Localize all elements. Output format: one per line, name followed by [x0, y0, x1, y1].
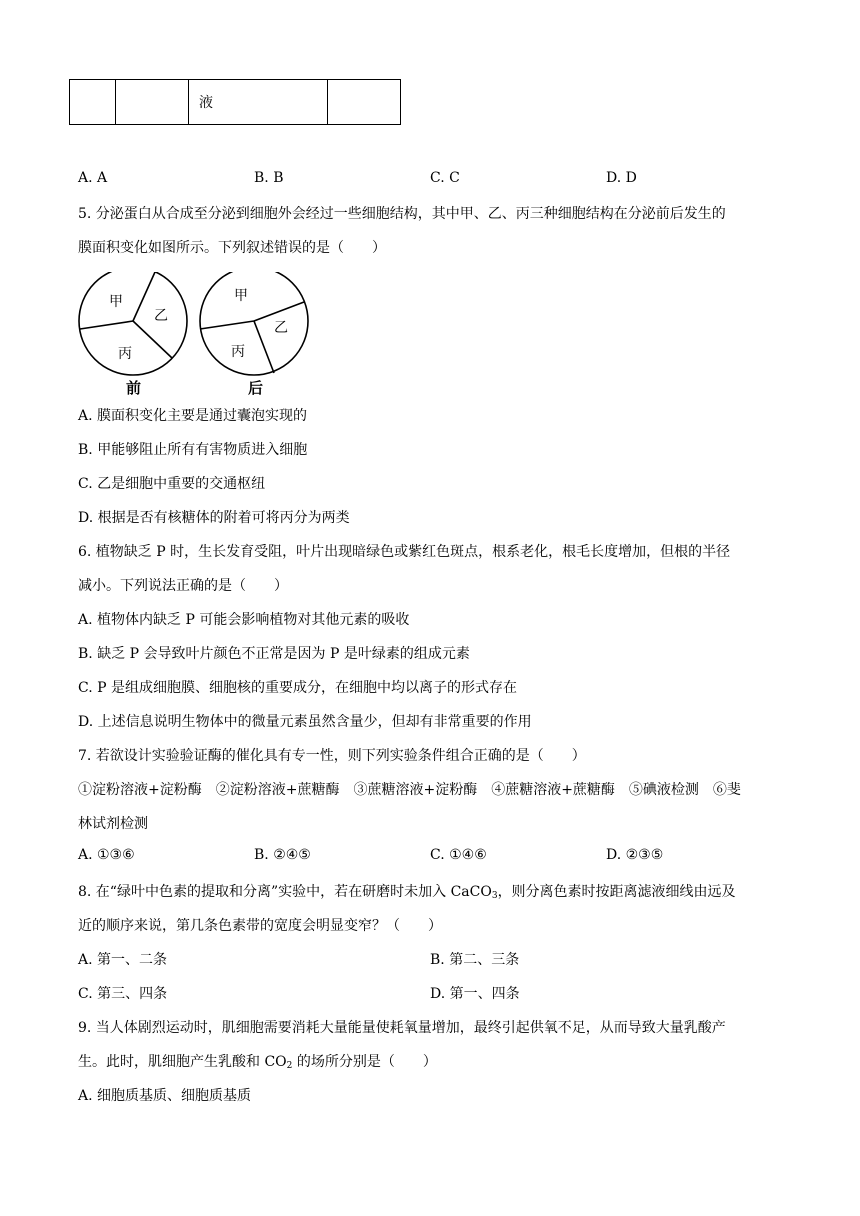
q5-option-a[interactable]: A. 膜面积变化主要是通过囊泡实现的: [78, 408, 308, 424]
q4-options: [78, 170, 778, 190]
q7-options: [78, 847, 778, 867]
q6-stem-line2: 减小。下列说法正确的是（ ）: [78, 578, 288, 594]
pie-before: [79, 272, 187, 397]
pie-after-label-bing: 丙: [231, 344, 245, 360]
q7-stem: 7. 若欲设计实验验证酶的催化具有专一性，则下列实验条件组合正确的是（ ）: [78, 748, 586, 764]
q6-stem-line1: 6. 植物缺乏 P 时，生长发育受阻，叶片出现暗绿色或紫红色斑点，根系老化，根毛长度增加，但根的半径: [78, 544, 731, 560]
option-a[interactable]: A. ①③⑥: [78, 847, 135, 863]
answer-table-fragment: [69, 79, 401, 125]
q7-conditions-line1: ①淀粉溶液+淀粉酶 ②淀粉溶液+蔗糖酶 ③蔗糖溶液+淀粉酶 ④蔗糖溶液+蔗糖酶 ⑤碘液检测 ⑥斐: [78, 782, 741, 798]
q9-option-a[interactable]: A. 细胞质基质、细胞质基质: [78, 1088, 252, 1104]
option-b[interactable]: B. ②④⑤: [254, 847, 311, 863]
pie-before-label-jia: 甲: [109, 294, 123, 310]
q9-stem-line2: [78, 1051, 437, 1071]
option-b[interactable]: B. B: [254, 170, 284, 186]
q9-stem-subscript: 2: [286, 1061, 293, 1071]
option-a[interactable]: A. 第一、二条: [78, 952, 168, 968]
pie-after-caption: 后: [248, 379, 264, 397]
table-cell: [70, 80, 116, 125]
q8-stem-text-a: 8. 在“绿叶中色素的提取和分离”实验中，若在研磨时未加入 CaCO: [78, 884, 492, 900]
pie-before-label-bing: 丙: [118, 346, 132, 362]
q8-options-row2: [78, 983, 778, 1003]
q5-option-c[interactable]: C. 乙是细胞中重要的交通枢纽: [78, 476, 266, 492]
pie-before-label-yi: 乙: [154, 308, 168, 324]
q8-stem-line1: [78, 881, 736, 901]
option-c[interactable]: C. C: [430, 170, 460, 186]
q7-conditions-line2: 林试剂检测: [78, 816, 148, 832]
table-cell: [116, 80, 189, 125]
option-c[interactable]: C. 第三、四条: [78, 986, 168, 1002]
option-a[interactable]: A. A: [78, 170, 108, 186]
q6-option-b[interactable]: B. 缺乏 P 会导致叶片颜色不正常是因为 P 是叶绿素的组成元素: [78, 646, 470, 662]
table-cell: [328, 80, 401, 125]
q9-stem-text-b: 的场所分别是（ ）: [292, 1054, 437, 1070]
pie-after-label-yi: 乙: [274, 320, 288, 336]
q9-stem-line1: 9. 当人体剧烈运动时，肌细胞需要消耗大量能量使耗氧量增加，最终引起供氧不足，从而导致大量乳酸产: [78, 1020, 726, 1036]
pie-before-caption: 前: [126, 379, 142, 397]
q5-option-b[interactable]: B. 甲能够阻止所有有害物质进入细胞: [78, 442, 308, 458]
q8-options-row1: [78, 949, 778, 969]
option-d[interactable]: D. 第一、四条: [430, 986, 520, 1002]
q5-stem-line2: 膜面积变化如图所示。下列叙述错误的是（ ）: [78, 240, 386, 256]
q6-option-c[interactable]: C. P 是组成细胞膜、细胞核的重要成分，在细胞中均以离子的形式存在: [78, 680, 517, 696]
q6-option-a[interactable]: A. 植物体内缺乏 P 可能会影响植物对其他元素的吸收: [78, 612, 410, 628]
q6-option-d[interactable]: D. 上述信息说明生物体中的微量元素虽然含量少，但却有非常重要的作用: [78, 714, 532, 730]
q8-stem-text-b: ，则分离色素时按距离滤液细线由远及: [497, 884, 736, 900]
q5-option-d[interactable]: D. 根据是否有核糖体的附着可将丙分为两类: [78, 510, 350, 526]
q8-stem-subscript: 3: [491, 891, 498, 901]
membrane-area-pie-figure: [74, 272, 314, 400]
option-d[interactable]: D. ②③⑤: [606, 847, 664, 863]
option-c[interactable]: C. ①④⑥: [430, 847, 487, 863]
q8-stem-line2: 近的顺序来说，第几条色素带的宽度会明显变窄？（ ）: [78, 918, 442, 934]
option-d[interactable]: D. D: [606, 170, 637, 186]
pie-after: [200, 272, 308, 397]
pie-after-label-jia: 甲: [234, 288, 248, 304]
option-b[interactable]: B. 第二、三条: [430, 952, 520, 968]
q5-stem-line1: 5. 分泌蛋白从合成至分泌到细胞外会经过一些细胞结构，其中甲、乙、丙三种细胞结构在分泌前后发生的: [78, 206, 726, 222]
q9-stem-text-a: 生。此时，肌细胞产生乳酸和 CO: [78, 1054, 287, 1070]
table-cell: 液: [189, 80, 328, 125]
